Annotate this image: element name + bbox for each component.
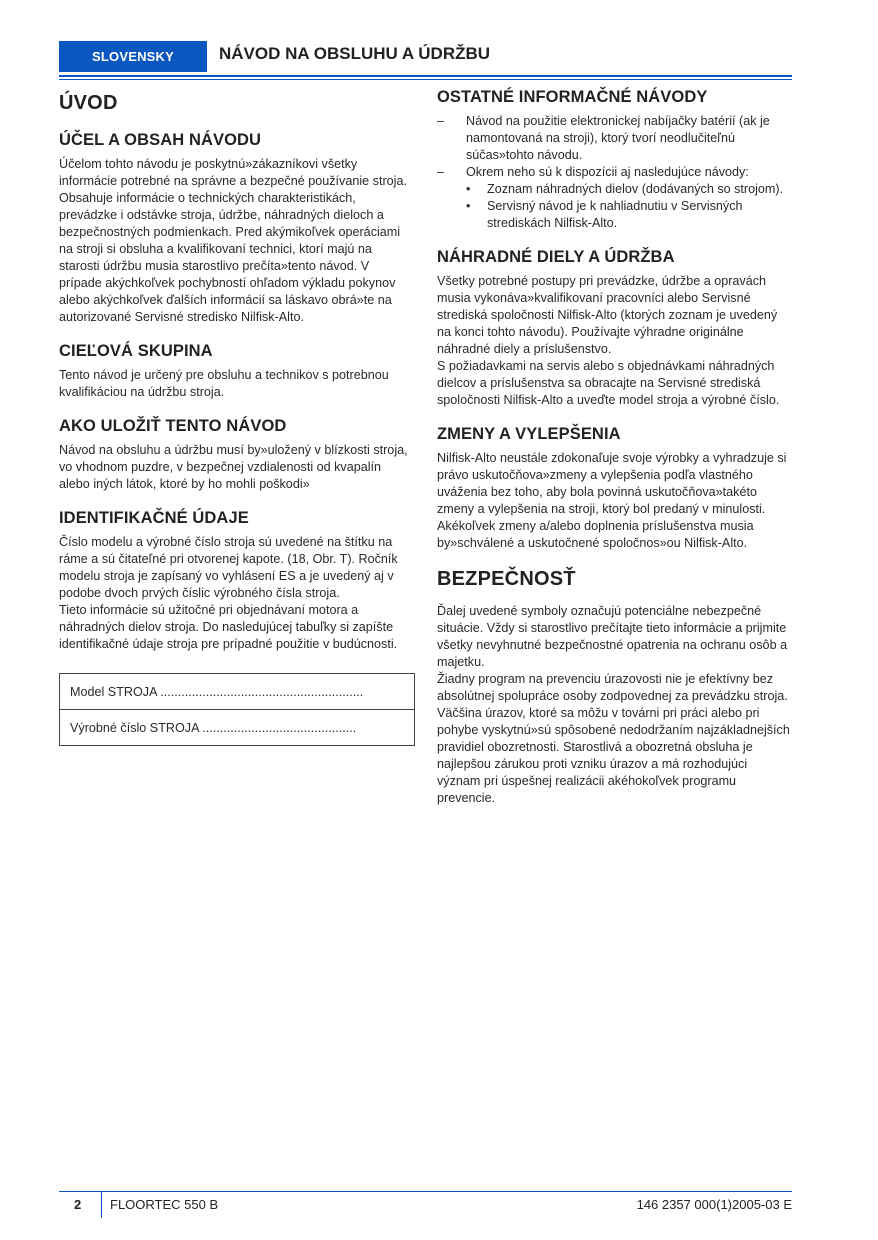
list-item: – Návod na použitie elektronickej nabíjačky batérií (ak je namontovaná na stroji), ktorý tvorí neodlučiteľnú súčas»tohto návodu. [437, 113, 793, 164]
footer-model: FLOORTEC 550 B [110, 1197, 219, 1212]
header-rule-thin [59, 79, 792, 80]
heading-target-group: CIEĽOVÁ SKUPINA [59, 342, 213, 360]
text-changes: Nilfisk-Alto neustále zdokonaľuje svoje výrobky a vyhradzuje si právo uskutočňova»zmeny a vylepšenia podľa vlastného uváženia bez toho, aby bola povinná uskutočňova»takéto zmeny a vylepšenia na stroji, ktorý bol predaný v minulosti. Akékoľvek zmeny a/alebo doplnenia príslušenstva musia by»schválené a uskutočnené spoločnos»ou Nilfisk-Alto. [437, 451, 787, 550]
text-spare-parts-2: S požiadavkami na servis alebo s objednávkami náhradných dielcov a príslušenstva sa obracajte na Servisné strediská spoločnosti Nilfisk-Alto a uveďte model stroja a výrobné číslo. [437, 359, 780, 407]
list-item-text: Okrem neho sú k dispozícii aj nasledujúce návody: [466, 165, 749, 179]
sub-list-item: • Servisný návod je k nahliadnutiu v Servisných strediskách Nilfisk-Alto. [466, 198, 793, 232]
heading-other-manuals: OSTATNÉ INFORMAČNÉ NÁVODY [437, 88, 708, 106]
left-column [59, 88, 413, 746]
heading-storage: AKO ULOŽIŤ TENTO NÁVOD [59, 417, 287, 435]
identification-table [59, 673, 415, 746]
heading-identification: IDENTIFIKAČNÉ ÚDAJE [59, 509, 249, 527]
list-item [437, 164, 793, 232]
heading-purpose: ÚČEL A OBSAH NÁVODU [59, 131, 262, 149]
section-storage [59, 417, 413, 493]
model-field: Model STROJA .......................................................... [70, 684, 364, 699]
main-heading-safety: BEZPEČNOSŤ [437, 568, 576, 590]
section-other-manuals [437, 88, 793, 232]
heading-spare-parts: NÁHRADNÉ DIELY A ÚDRŽBA [437, 248, 675, 266]
footer-separator [101, 1192, 102, 1218]
document-title: NÁVOD NA OBSLUHU A ÚDRŽBU [219, 44, 491, 63]
heading-changes: ZMENY A VYLEPŠENIA [437, 425, 621, 443]
page-number: 2 [74, 1197, 82, 1212]
section-identification [59, 509, 413, 653]
header-rule [59, 75, 792, 77]
section-target-group [59, 342, 413, 401]
sub-list-item: • Zoznam náhradných dielov (dodávaných so strojom). [466, 181, 793, 198]
section-changes [437, 425, 793, 552]
text-safety-2: Žiadny program na prevenciu úrazovosti nie je efektívny bez absolútnej spolupráce osoby zodpovednej za prevádzku stroja. Väčšina úrazov, ktoré sa môžu v továrni pri práci alebo pri pohybe vyskytnú»sú spôsobené nedodržaním najzákladnejších pravidiel obozretnosti. Starostlivá a obozretná obsluha je najlepšou zárukou proti vzniku úrazov a má rozhodujúci význam pri úspešnej realizácii akéhokoľvek programu prevencie. [437, 672, 790, 805]
footer-doc-code: 146 2357 000(1)2005-03 E [636, 1197, 792, 1212]
other-manuals-list [437, 113, 793, 232]
right-column [437, 88, 793, 807]
text-identification-2: Tieto informácie sú užitočné pri objednávaní motora a náhradných dielov stroja. Do nasledujúcej tabuľky si zapíšte identifikačné údaje stroja pre prípadné použitie v budúcnosti. [59, 603, 398, 651]
text-spare-parts-1: Všetky potrebné postupy pri prevádzke, údržbe a opravách musia vykonáva»kvalifikovaní pracovníci alebo Servisné strediská spoločnosti Nilfisk-Alto (ktorých zoznam je uvedený na konci tohto návodu). Používajte výhradne originálne náhradné diely a príslušenstvo. [437, 274, 778, 356]
text-storage: Návod na obsluhu a údržbu musí by»uložený v blízkosti stroja, vo vhodnom puzdre, v bezpečnej vzdialenosti od kvapalín alebo iných látok, ktoré by ho mohli poškodi» [59, 443, 408, 491]
sub-list [466, 181, 793, 232]
text-safety-1: Ďalej uvedené symboly označujú potenciálne nebezpečné situácie. Vždy si starostlivo prečítajte tieto informácie a prijmite všetky nevyhnutné bezpečnostné opatrenia na ochranu osôb a majetku. [437, 604, 788, 669]
language-tab: SLOVENSKY [59, 41, 207, 72]
section-spare-parts [437, 248, 793, 409]
text-target-group: Tento návod je určený pre obsluhu a technikov s potrebnou kvalifikáciou na údržbu stroja. [59, 368, 389, 399]
section-purpose [59, 131, 413, 326]
text-identification-1: Číslo modelu a výrobné číslo stroja sú uvedené na štítku na ráme a sú čitateľné pri otvorenej kapote. (18, Obr. T). Ročník modelu stroja je zapísaný vo vyhlásení ES a je uvedený aj v podobe dvoch prvých číslic výrobného čísla stroja. [59, 535, 398, 600]
main-heading-uvod: ÚVOD [59, 92, 118, 114]
serial-number-field: Výrobné číslo STROJA ............................................ [60, 709, 414, 745]
text-purpose: Účelom tohto návodu je poskytnú»zákazníkovi všetky informácie potrebné na správne a bezpečné používanie stroja. Obsahuje informácie o technických charakteristikách, prevádzke i odstávke stroja, údržbe, náhradných dieloch a bezpečnostných podmienkach. Pred akýmikoľvek operáciami na stroji si obsluha a kvalifikovaní technici, ktorí majú na starosti údržbu musia starostlivo prečíta»tento návod. V prípade akýchkoľvek pochybností ohľadom výkladu pokynov alebo akýchkoľvek ďalších informácií sa láskavo obrá»te na autorizované Servisné stredisko Nilfisk-Alto. [59, 157, 407, 324]
footer-rule [59, 1191, 792, 1192]
